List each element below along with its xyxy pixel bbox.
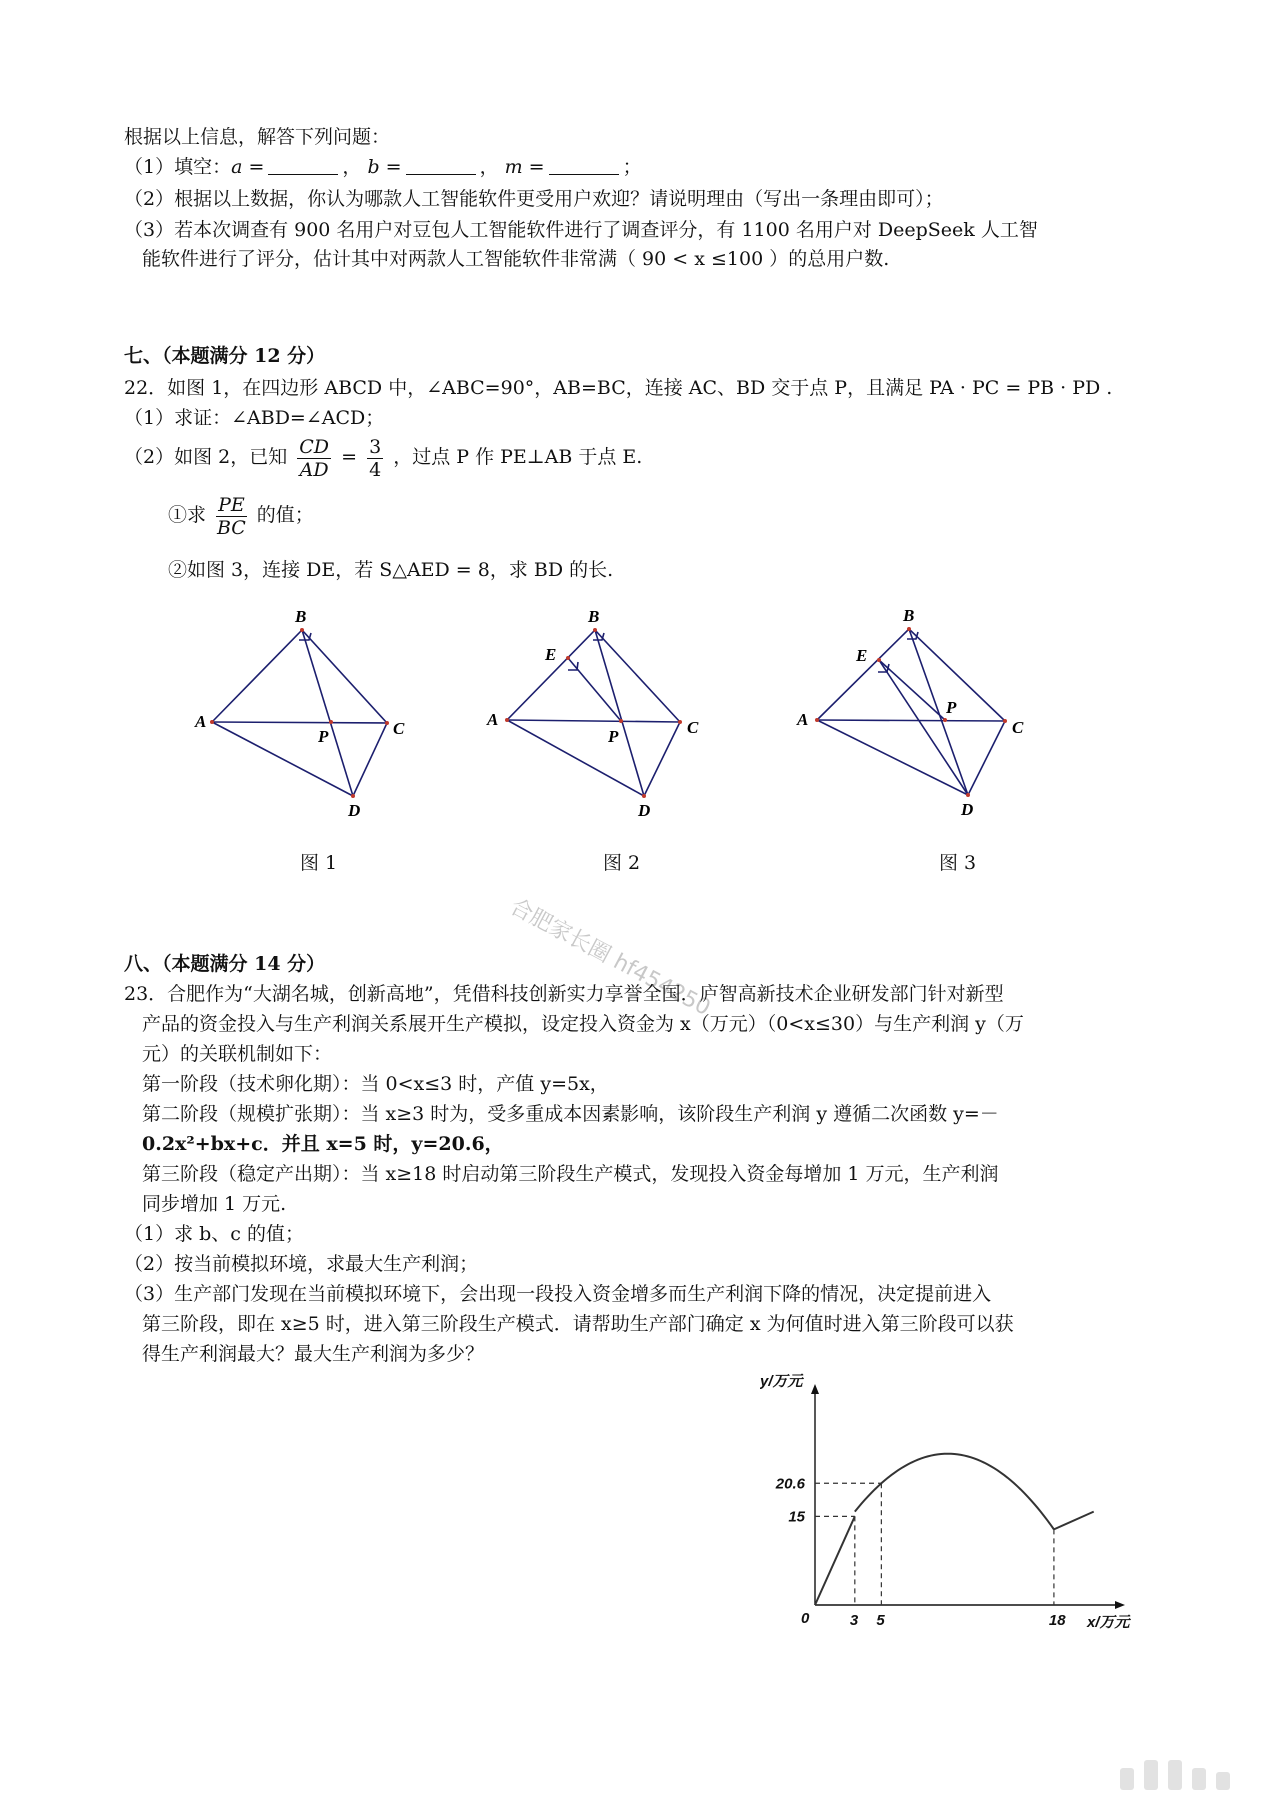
stage3-line1: 第三阶段（稳定产出期）：当 x≥18 时启动第三阶段生产模式，发现投入资金每增加 1 万元，生产利润	[142, 1163, 999, 1185]
fig2-label-p: P	[608, 727, 619, 746]
fig2-label-b: B	[588, 607, 600, 626]
image-viewer-indicator	[1120, 1750, 1260, 1790]
q23-part3-line2: 第三阶段，即在 x≥5 时，进入第三阶段生产模式．请帮助生产部门确定 x 为何值时进入第三阶段可以获	[142, 1313, 1014, 1335]
stage3-line2: 同步增加 1 万元.	[142, 1193, 287, 1215]
caption-figure-3: 图 3	[939, 852, 977, 874]
fraction-three-quarters: $\frac{3}{4}$	[369, 435, 382, 481]
series-line-3	[1054, 1512, 1094, 1530]
figure-2	[475, 600, 715, 834]
intro-q3-line1: （3）若本次调查有 900 名用户对豆包人工智能软件进行了调查评分，有 1100 名用户对 DeepSeek 人工智	[124, 219, 1038, 241]
q22-part1: （1）求证：∠ABD=∠ACD；	[124, 407, 385, 429]
blank-m[interactable]	[549, 156, 619, 175]
chart-axes	[811, 1384, 1125, 1609]
fig3-label-b: B	[903, 606, 915, 625]
figure-3	[785, 595, 1030, 834]
stage1-text: 第一阶段（技术卵化期）：当 0<x≤3 时，产值 y=5x，	[142, 1073, 609, 1095]
y-axis-label: y/万元	[760, 1373, 803, 1390]
intro-lead: 根据以上信息，解答下列问题：	[124, 126, 391, 148]
fraction-pe-bc: $\frac{PE}{BC}$	[216, 493, 246, 539]
y-tick-label: 15	[788, 1508, 805, 1526]
section7-heading: 七、（本题满分 12 分）	[124, 345, 326, 367]
fig3-label-d: D	[961, 800, 974, 819]
series-line-1	[815, 1516, 855, 1605]
x-axis-arrow	[1115, 1601, 1125, 1609]
fig3-label-p: P	[946, 698, 957, 717]
y-axis-arrow	[811, 1384, 819, 1394]
fig1-label-b: B	[295, 607, 307, 626]
fig2-label-d: D	[638, 801, 651, 820]
caption-figure-2: 图 2	[603, 852, 641, 874]
x-tick-label: 3	[849, 1612, 859, 1629]
x-axis-label: x/万元	[1087, 1614, 1130, 1631]
chart-labels	[760, 1373, 1132, 1631]
caption-figure-1: 图 1	[300, 852, 338, 874]
series-line-2	[855, 1454, 1054, 1530]
q23-line2: 产品的资金投入与生产利润关系展开生产模拟，设定投入资金为 x（万元）（0<x≤30）与生产利润 y（万	[142, 1013, 1024, 1035]
intro-q3-line2: 能软件进行了评分，估计其中对两款人工智能软件非常满（ 90 < x ≤100 ）的总用户数.	[142, 248, 890, 270]
q22-part2b: ②如图 3，连接 DE，若 S△AED = 8，求 BD 的长.	[168, 559, 614, 581]
y-tick-label: 20.6	[775, 1475, 805, 1493]
chart-series	[815, 1454, 1094, 1605]
fig2-label-e: E	[545, 645, 557, 664]
q23-part2: （2）按当前模拟环境，求最大生产利润；	[124, 1253, 479, 1275]
fraction-cd-ad: $\frac{CD}{AD}$	[299, 435, 330, 481]
blank-a[interactable]	[268, 156, 338, 175]
q22-part2: （2）如图 2，已知 $\frac{CD}{AD}$ = $\frac{3}{4}$ ，过点 P 作 PE⊥AB 于点 E.	[124, 435, 643, 481]
blank-b[interactable]	[406, 156, 476, 175]
x-tick-label: 5	[876, 1612, 885, 1629]
fig1-label-a: A	[195, 712, 207, 731]
stage2-line1: 第二阶段（规模扩张期）：当 x≥3 时为，受多重成本因素影响，该阶段生产利润 y 遵循二次函数 y=－	[142, 1103, 999, 1125]
q22-stem: 22．如图 1，在四边形 ABCD 中，∠ABC=90°，AB=BC，连接 AC、BD 交于点 P，且满足 PA · PC = PB · PD .	[124, 377, 1113, 399]
section8-heading: 八、（本题满分 14 分）	[124, 953, 326, 975]
watermark-text: 合肥家长圈 hf454250	[505, 894, 715, 1022]
fig3-label-e: E	[856, 646, 868, 665]
q22-part2a: ①求 $\frac{PE}{BC}$ 的值；	[168, 493, 314, 539]
origin-label: 0	[801, 1610, 810, 1627]
q23-line3: 元）的关联机制如下：	[142, 1043, 333, 1065]
fig1-label-c: C	[393, 719, 405, 738]
intro-q2: （2）根据以上数据，你认为哪款人工智能软件更受用户欢迎？请说明理由（写出一条理由即可）；	[124, 188, 944, 210]
fig2-label-a: A	[487, 710, 499, 729]
chart-guides	[815, 1483, 1054, 1605]
intro-q1: （1）填空：a = ， b = ， m = ；	[124, 156, 642, 178]
fig1-label-d: D	[348, 801, 361, 820]
stage2-line2: 0.2x²+bx+c．并且 x=5 时，y=20.6，	[142, 1133, 504, 1155]
q23-part3-line1: （3）生产部门发现在当前模拟环境下，会出现一段投入资金增多而生产利润下降的情况，决定提前进入	[124, 1283, 992, 1305]
fig1-label-p: P	[318, 727, 329, 746]
figure-1	[190, 600, 430, 834]
q23-part3-line3: 得生产利润最大？最大生产利润为多少？	[142, 1343, 485, 1365]
fig2-label-c: C	[687, 718, 699, 737]
fig3-label-c: C	[1012, 718, 1024, 737]
q23-line1: 23．合肥作为“大湖名城，创新高地”，凭借科技创新实力享誉全国．庐智高新技术企业研发部门针对新型	[124, 983, 1004, 1005]
profit-chart	[760, 1370, 1160, 1644]
fig3-label-a: A	[797, 710, 809, 729]
q23-part1: （1）求 b、c 的值；	[124, 1223, 304, 1245]
x-tick-label: 18	[1048, 1612, 1066, 1629]
